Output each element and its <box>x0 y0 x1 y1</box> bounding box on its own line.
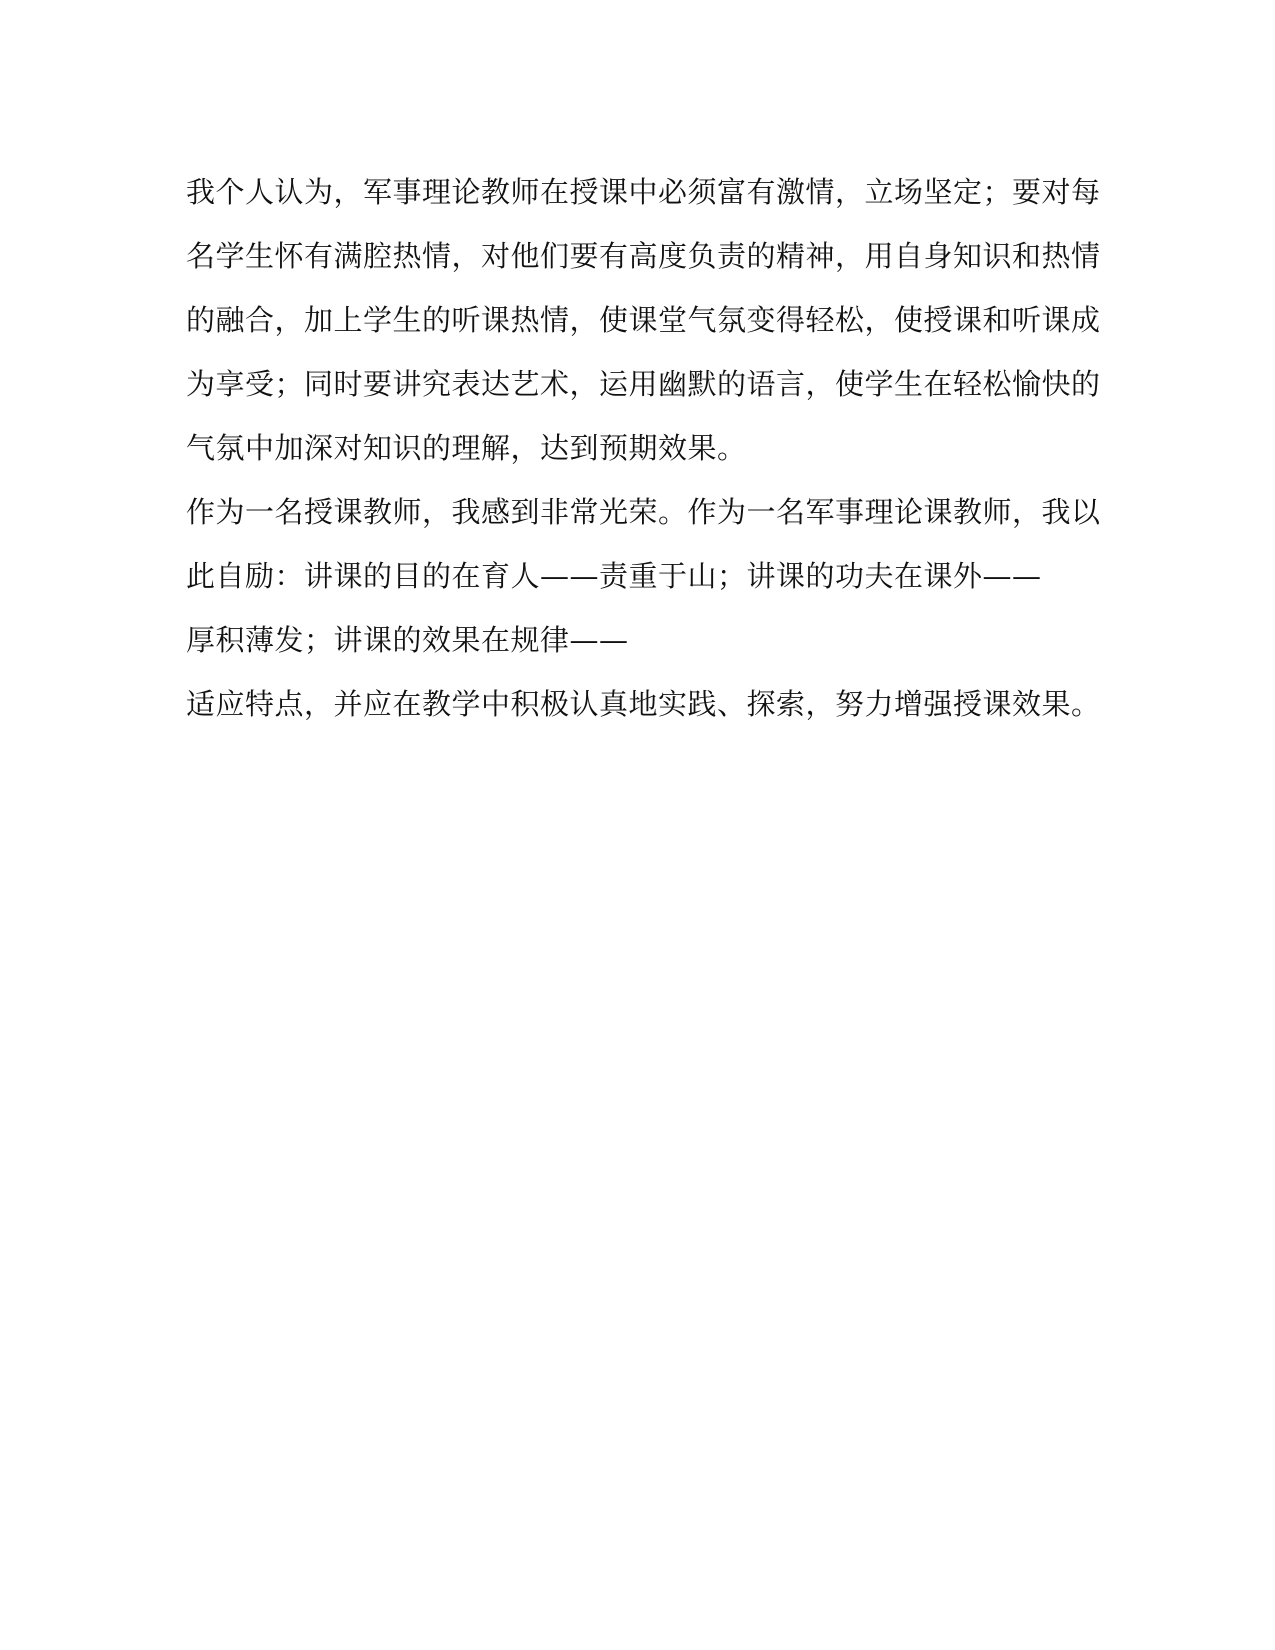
paragraph-line: 此自励：讲课的目的在育人——责重于山；讲课的功夫在课外—— <box>186 559 1042 593</box>
document-body <box>186 160 1106 736</box>
paragraph-line: 厚积薄发；讲课的效果在规律—— <box>186 623 629 657</box>
paragraph-line: 名学生怀有满腔热情，对他们要有高度负责的精神，用自身知识和热情 <box>186 239 1101 273</box>
paragraph-line: 适应特点，并应在教学中积极认真地实践、探索，努力增强授课效果。 <box>186 687 1101 721</box>
paragraph-line: 气氛中加深对知识的理解，达到预期效果。 <box>186 431 747 465</box>
paragraph-line: 为享受；同时要讲究表达艺术，运用幽默的语言，使学生在轻松愉快的 <box>186 367 1101 401</box>
paragraph-line: 我个人认为，军事理论教师在授课中必须富有激情，立场坚定；要对每 <box>186 175 1101 209</box>
paragraph-line: 作为一名授课教师，我感到非常光荣。作为一名军事理论课教师，我以 <box>186 495 1101 529</box>
paragraph-line: 的融合，加上学生的听课热情，使课堂气氛变得轻松，使授课和听课成 <box>186 303 1101 337</box>
